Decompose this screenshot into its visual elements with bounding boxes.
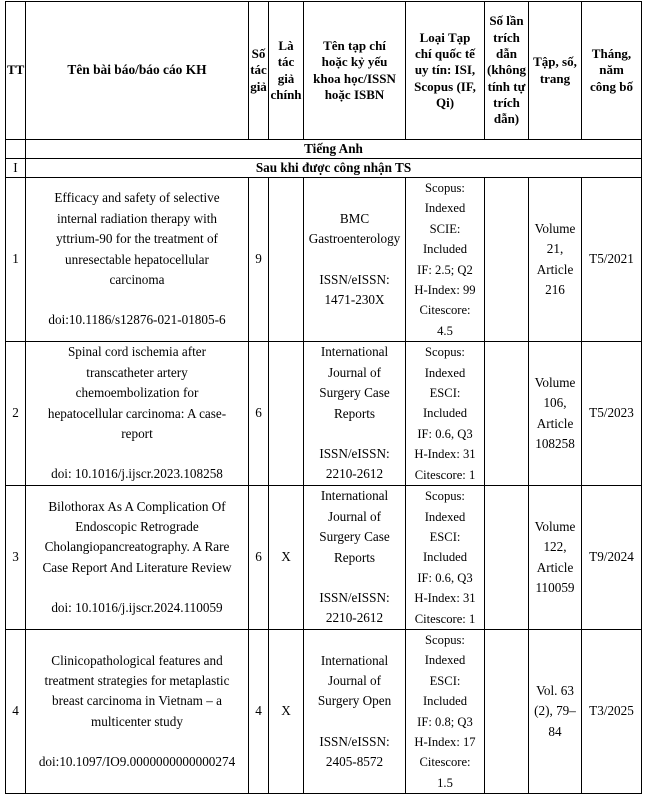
publish-date: T3/2025 xyxy=(582,629,642,793)
citation-count xyxy=(485,486,529,630)
volume-pages: Vol. 63 (2), 79– 84 xyxy=(529,629,582,793)
journal-cell: BMC Gastroenterology ISSN/eISSN: 1471-230X xyxy=(304,178,406,342)
row-number: 3 xyxy=(6,486,26,630)
main-author-mark xyxy=(269,342,304,486)
header-tt: TT xyxy=(6,2,26,140)
author-count: 6 xyxy=(249,342,269,486)
row-number: 1 xyxy=(6,178,26,342)
journal-type: Scopus: Indexed ESCI: Included IF: 0.6, Q3 H-Index: 31 Citescore: 1 xyxy=(406,486,485,630)
main-author-mark: X xyxy=(269,486,304,630)
paper-doi: doi:10.1097/IO9.0000000000000274 xyxy=(38,754,236,770)
main-author-mark: X xyxy=(269,629,304,793)
row-number: 2 xyxy=(6,342,26,486)
paper-title-cell xyxy=(26,178,249,342)
header-authors: Số tác giả xyxy=(249,2,269,140)
volume-pages: Volume 106, Article 108258 xyxy=(529,342,582,486)
citation-count xyxy=(485,178,529,342)
journal-cell: International Journal of Surgery Case Reports ISSN/eISSN: 2210-2612 xyxy=(304,342,406,486)
paper-doi: doi: 10.1016/j.ijscr.2023.108258 xyxy=(51,466,223,482)
journal-type: Scopus: Indexed SCIE: Included IF: 2.5; Q2 H-Index: 99 Citescore: 4.5 xyxy=(406,178,485,342)
author-count: 6 xyxy=(249,486,269,630)
group-label: Sau khi được công nhận TS xyxy=(26,159,642,178)
language-label: Tiếng Anh xyxy=(26,140,642,159)
paper-title-cell xyxy=(26,486,249,630)
author-count: 9 xyxy=(249,178,269,342)
row-number: 4 xyxy=(6,629,26,793)
citation-count xyxy=(485,342,529,486)
publish-date: T9/2024 xyxy=(582,486,642,630)
table-row xyxy=(6,486,642,630)
volume-pages: Volume 21, Article 216 xyxy=(529,178,582,342)
paper-title: Spinal cord ischemia after transcatheter artery chemoembolization for hepatocellular carcinoma: A case- report xyxy=(47,344,227,442)
paper-doi: doi: 10.1016/j.ijscr.2024.110059 xyxy=(51,600,223,616)
language-row-empty xyxy=(6,140,26,159)
journal-type: Scopus: Indexed ESCI: Included IF: 0.6, Q3 H-Index: 31 Citescore: 1 xyxy=(406,342,485,486)
journal-cell: International Journal of Surgery Open ISSN/eISSN: 2405-8572 xyxy=(304,629,406,793)
publish-date: T5/2021 xyxy=(582,178,642,342)
main-author-mark xyxy=(269,178,304,342)
journal-type: Scopus: Indexed ESCI: Included IF: 0.8; Q3 H-Index: 17 Citescore: 1.5 xyxy=(406,629,485,793)
journal-cell: International Journal of Surgery Case Reports ISSN/eISSN: 2210-2612 xyxy=(304,486,406,630)
paper-title: Bilothorax As A Complication Of Endoscopic Retrograde Cholangiopancreatography. A Rare Case Report And Literature Review xyxy=(42,498,232,575)
header-main-author: Là tác giả chính xyxy=(269,2,304,140)
citation-count xyxy=(485,629,529,793)
publish-date: T5/2023 xyxy=(582,342,642,486)
header-citations: Số lần trích dẫn (không tính tự trích dẫn) xyxy=(485,2,529,140)
header-title: Tên bài báo/báo cáo KH xyxy=(26,2,249,140)
volume-pages: Volume 122, Article 110059 xyxy=(529,486,582,630)
header-date: Tháng, năm công bố xyxy=(582,2,642,140)
paper-title-cell xyxy=(26,342,249,486)
language-row xyxy=(6,140,642,159)
table-row xyxy=(6,629,642,793)
paper-doi: doi:10.1186/s12876-021-01805-6 xyxy=(48,312,226,328)
header-journal: Tên tạp chí hoặc kỷ yếu khoa học/ISSN hoặc ISBN xyxy=(304,2,406,140)
table-row xyxy=(6,178,642,342)
paper-title-cell xyxy=(26,629,249,793)
header-type: Loại Tạp chí quốc tế uy tín: ISI, Scopus (IF, Qi) xyxy=(406,2,485,140)
group-row xyxy=(6,159,642,178)
header-volume: Tập, số, trang xyxy=(529,2,582,140)
header-row xyxy=(6,2,642,140)
table-row xyxy=(6,342,642,486)
group-number: I xyxy=(6,159,26,178)
publications-table xyxy=(5,1,642,794)
paper-title: Clinicopathological features and treatment strategies for metaplastic breast carcinoma in Vietnam – a multicenter study xyxy=(44,652,230,729)
author-count: 4 xyxy=(249,629,269,793)
paper-title: Efficacy and safety of selective internal radiation therapy with yttrium-90 for the treatment of unresectable hepatocellular carcinoma xyxy=(54,190,220,288)
